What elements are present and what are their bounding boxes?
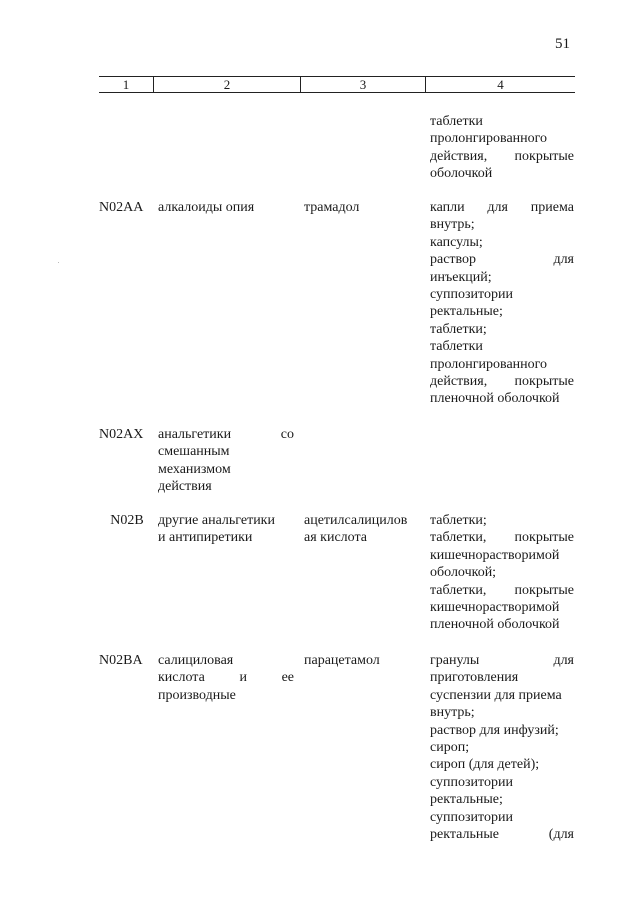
drug-line: парацетамол (304, 653, 380, 668)
group-line: производные (158, 687, 236, 703)
group-line: действия (158, 479, 212, 495)
forms-line: суппозитории (430, 287, 513, 303)
forms-line: сироп; (430, 740, 470, 756)
forms-line: гранулы для (430, 653, 574, 668)
forms-line: ректальные; (430, 304, 503, 320)
group-line: алкалоиды опия (158, 200, 255, 215)
forms-line: таблетки; (430, 321, 487, 337)
forms-line: капли для приема (430, 200, 574, 215)
forms-line: пленочной оболочкой (430, 617, 560, 633)
group-line: механизмом (158, 461, 231, 477)
dosage-forms (430, 512, 574, 634)
atc-code: N02AX (99, 427, 144, 442)
group-line: анальгетики со (158, 427, 294, 442)
header-col-2: 2 (153, 77, 300, 92)
forms-line: приготовления (430, 670, 519, 686)
drug-line: ацетилсалицилов (304, 513, 408, 528)
dosage-forms (430, 113, 574, 183)
forms-line: внутрь; (430, 705, 475, 721)
drug-name (304, 512, 424, 547)
pharmacological-group (158, 426, 294, 496)
forms-line: суппозитории (430, 809, 513, 825)
forms-line: пролонгированного (430, 356, 548, 372)
forms-line: кишечнорастворимой (430, 600, 560, 616)
forms-line: капсулы; (430, 234, 483, 250)
page-number: 51 (555, 36, 570, 52)
drug-line: трамадол (304, 200, 360, 215)
forms-line: действия, покрытые (430, 148, 574, 164)
forms-line: пленочной оболочкой (430, 391, 560, 407)
forms-line: таблетки (430, 114, 483, 129)
dosage-forms (430, 652, 574, 843)
group-line: салициловая (158, 653, 234, 668)
atc-code: N02BA (99, 653, 143, 668)
drug-line: ая кислота (304, 530, 367, 546)
dosage-forms (430, 199, 574, 408)
header-col-3: 3 (300, 77, 425, 92)
forms-line: суппозитории (430, 774, 513, 790)
atc-code: N02B (110, 513, 144, 528)
forms-line: оболочкой (430, 166, 493, 182)
forms-line: таблетки, покрытые (430, 530, 574, 546)
forms-line: внутрь; (430, 217, 475, 233)
forms-line: сироп (для детей); (430, 757, 540, 773)
forms-line: оболочкой; (430, 565, 497, 581)
group-line: другие анальгетики (158, 513, 275, 528)
forms-line: суспензии для приема (430, 687, 562, 703)
forms-line: инъекций; (430, 269, 492, 285)
forms-line: кишечнорастворимой (430, 547, 560, 563)
header-col-4: 4 (425, 77, 575, 92)
atc-code: N02AA (99, 200, 144, 215)
pharmacological-group (158, 652, 294, 704)
group-line: кислота и ее (158, 670, 294, 686)
scan-speck (58, 262, 59, 263)
drug-name (304, 652, 424, 669)
group-line: и антипиретики (158, 530, 253, 546)
forms-line: пролонгированного (430, 131, 548, 147)
forms-line: действия, покрытые (430, 374, 574, 390)
forms-line: таблетки; (430, 513, 487, 528)
header-col-1: 1 (122, 77, 130, 92)
pharmacological-group (158, 199, 294, 216)
forms-line: таблетки, покрытые (430, 582, 574, 598)
forms-line: раствор для (430, 252, 574, 268)
forms-line: таблетки (430, 339, 483, 355)
forms-line: раствор для инфузий; (430, 722, 559, 738)
pharmacological-group (158, 512, 294, 547)
forms-line: ректальные (для (430, 827, 574, 843)
drug-name (304, 199, 424, 216)
table-header (99, 76, 575, 93)
forms-line: ректальные; (430, 792, 503, 808)
group-line: смешанным (158, 444, 230, 460)
